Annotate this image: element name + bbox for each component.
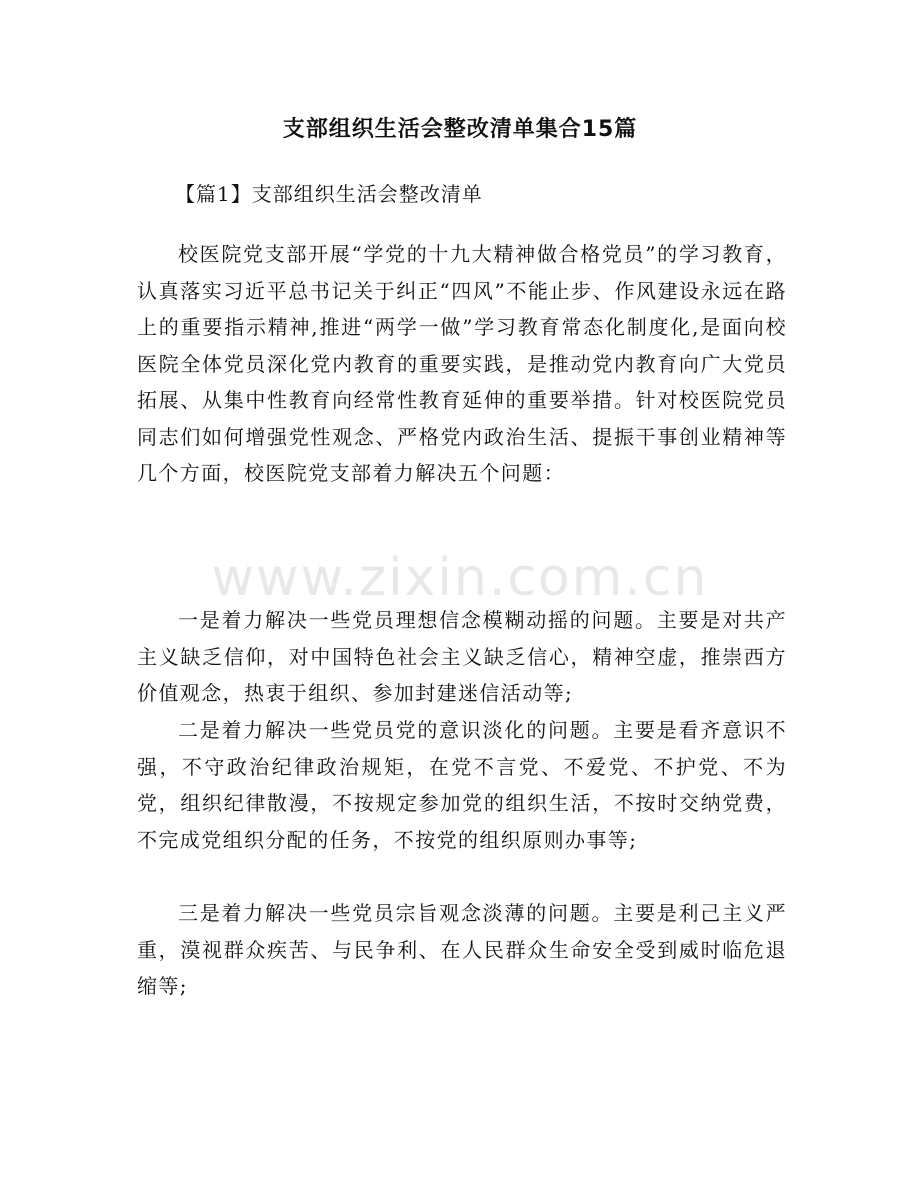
paragraph-point-two: 二是着力解决一些党员党的意识淡化的问题。主要是看齐意识不强，不守政治纪律政治规矩，在党不言党、不爱党、不护党、不为党，组织纪律散漫，不按规定参加党的组织生活，不按时交纳党费，不完成党组织分配的任务，不按党的组织原则办事等; (137, 718, 787, 852)
paragraph-point-three: 三是着力解决一些党员宗旨观念淡薄的问题。主要是利己主义严重，漠视群众疾苦、与民争利、在人民群众生命安全受到威时临危退缩等; (137, 901, 787, 998)
section-heading: 【篇1】支部组织生活会整改清单 (175, 182, 483, 206)
paragraph-intro: 校医院党支部开展“学党的十九大精神做合格党员”的学习教育，认真落实习近平总书记关于纠正“四风”不能止步、作风建设永远在路上的重要指示精神,推进“两学一做”学习教育常态化制度化,是面向校医院全体党员深化党内教育的重要实践，是推动党内教育向广大党员拓展、从集中性教育向经常性教育延伸的重要举措。针对校医院党员同志们如何增强党性观念、严格党内政治生活、提振干事创业精神等几个方面，校医院党支部着力解决五个问题： (137, 242, 787, 485)
document-title: 支部组织生活会整改清单集合15篇 (282, 117, 638, 142)
paragraph-point-one: 一是着力解决一些党员理想信念模糊动摇的问题。主要是对共产主义缺乏信仰，对中国特色社会主义缺乏信心，精神空虚，推崇西方价值观念，热衷于组织、参加封建迷信活动等; (137, 608, 787, 705)
watermark: www.zixin.com.cn (211, 548, 709, 608)
